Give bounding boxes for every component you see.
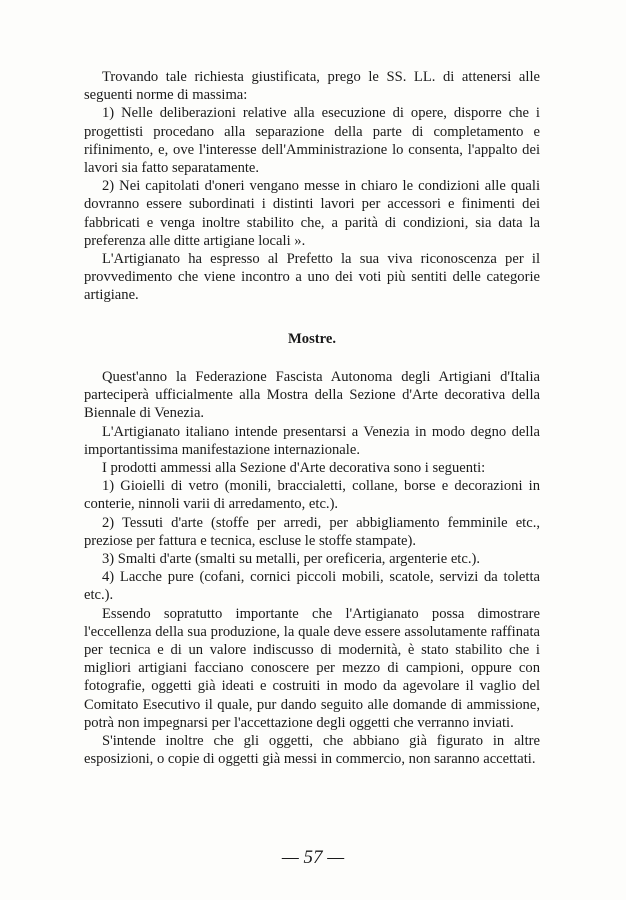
paragraph: L'Artigianato italiano intende presentarsi a Venezia in modo degno della importantissima manifestazione internazionale. [84,423,540,458]
bottom-text-section [84,368,540,768]
list-item: 2) Tessuti d'arte (stoffe per arredi, per abbigliamento femminile etc., preziose per fattura e tecnica, escluse le stoffe stampate). [84,514,540,549]
list-item: 2) Nei capitolati d'oneri vengano messe in chiaro le condizioni alle quali dovranno essere subordinati i distinti lavori per accessori e finimenti dei fabbricati e venga inoltre stabilito che, a parità di condizioni, sia data la preferenza alle ditte artigiane locali ». [84,178,540,249]
list-item: 3) Smalti d'arte (smalti su metalli, per oreficeria, argenterie etc.). [102,551,480,568]
page-number: — 57 — [281,847,345,868]
paragraph: Essendo sopratutto importante che l'Artigianato possa dimostrare l'eccellenza della sua produzione, la quale deve essere assolutamente raffinata per tecnica e di un valore indiscusso di modernità, è stato stabilito che i migliori artigiani facciano conoscere per mezzo di campioni, oppure con fotografie, oggetti già ideati e costruiti in modo da agevolare il vaglio del Comitato Esecutivo il quale, pur dando seguito alle domande di ammissione, potrà non impegnarsi per l'accettazione degli oggetti che verranno inviati. [84,605,540,731]
paragraph: Trovando tale richiesta giustificata, prego le SS. LL. di attenersi alle seguenti norme di massima: [84,69,540,104]
paragraph: S'intende inoltre che gli oggetti, che abbiano già figurato in altre esposizioni, o copie di oggetti già messi in commercio, non saranno accettati. [84,733,540,768]
list-item: 1) Nelle deliberazioni relative alla esecuzione di opere, disporre che i progettisti procedano alla separazione della parte di completamento e rifinimento, e, ove l'interesse dell'Amministrazione lo consenta, l'appalto dei lavori sia fatto separatamente. [84,105,540,177]
list-item: 1) Gioielli di vetro (monili, braccialetti, collane, borse e decorazioni in conterie, ninnoli varii di arredamento, etc.). [84,478,540,513]
list-item: 4) Lacche pure (cofani, cornici piccoli mobili, scatole, servizi da toletta etc.). [84,569,540,604]
top-text-section [84,68,540,305]
paragraph: I prodotti ammessi alla Sezione d'Arte decorativa sono i seguenti: [102,460,486,477]
section-heading: Mostre. [288,331,336,347]
paragraph: L'Artigianato ha espresso al Prefetto la sua viva riconoscenza per il provvedimento che viene incontro a uno dei voti più sentiti delle categorie artigiane. [84,251,540,304]
paragraph: Quest'anno la Federazione Fascista Autonoma degli Artigiani d'Italia parteciperà ufficialmente alla Mostra della Sezione d'Arte decorativa della Biennale di Venezia. [84,369,540,422]
